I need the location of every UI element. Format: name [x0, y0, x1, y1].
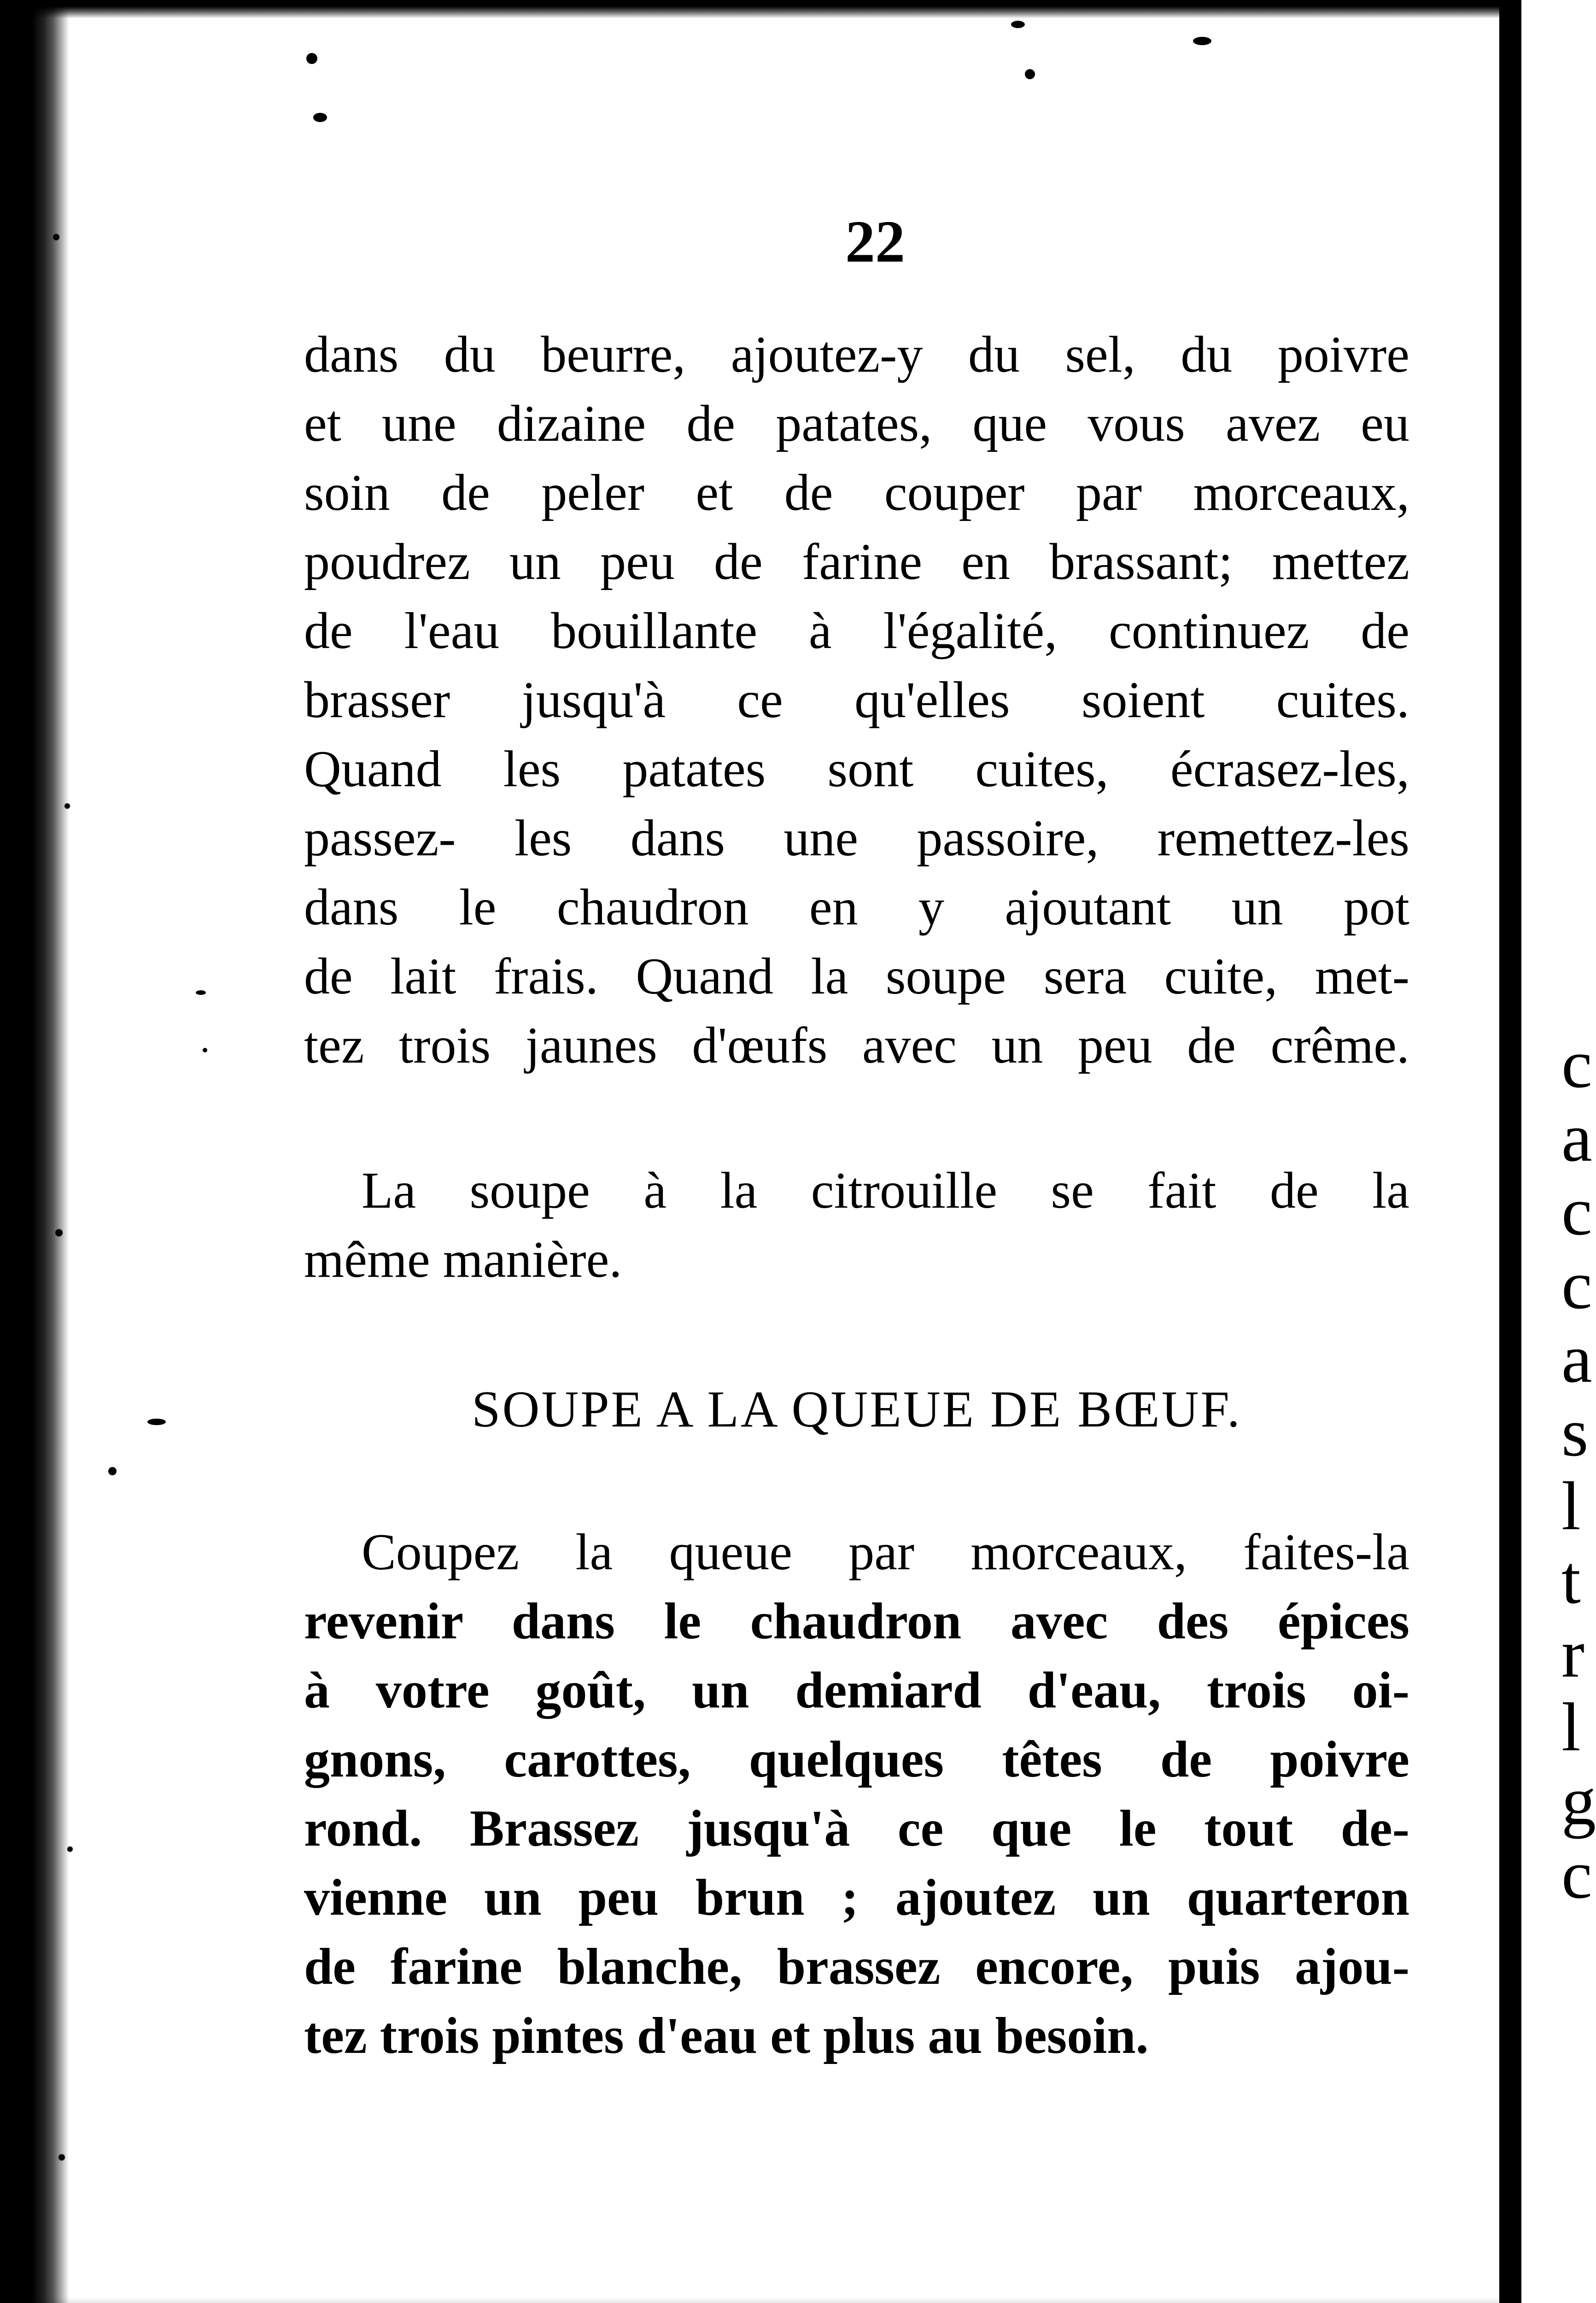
- text-line: La soupe à la citrouille se fait de la: [362, 1162, 1409, 1219]
- text-line: tez trois jaunes d'œufs avec un peu de crême.: [304, 1017, 1409, 1074]
- scan-speck: [306, 53, 317, 64]
- text-line: dans le chaudron en y ajoutant un pot: [304, 879, 1409, 936]
- scan-left-specks: [51, 0, 78, 2303]
- text-line: vienne un peu brun ; ajoutez un quarteron: [304, 1869, 1409, 1926]
- text-line: passez- les dans une passoire, remettez-les: [304, 810, 1409, 867]
- scan-speck: [108, 1467, 117, 1475]
- text-line: à votre goût, un demiard d'eau, trois oi-: [304, 1662, 1409, 1719]
- scan-speck: [196, 990, 206, 995]
- scan-right-edge: [1499, 0, 1521, 2303]
- text-line: et une dizaine de patates, que vous avez eu: [304, 395, 1409, 452]
- text-line: même manière.: [304, 1231, 622, 1288]
- scan-speck: [1193, 37, 1211, 45]
- text-line: dans du beurre, ajoutez-y du sel, du poivre: [304, 326, 1409, 383]
- scan-top-edge: [0, 0, 1573, 18]
- text-line: revenir dans le chaudron avec des épices: [304, 1593, 1409, 1650]
- text-line: tez trois pintes d'eau et plus au besoin.: [304, 2007, 1149, 2064]
- scan-speck: [147, 1419, 166, 1425]
- section-heading: SOUPE A LA QUEUE DE BŒUF.: [472, 1381, 1242, 1438]
- scan-bottom-edge: [0, 2297, 1573, 2303]
- scan-speck: [203, 1048, 207, 1052]
- page-number: 22: [845, 209, 905, 275]
- text-line: rond. Brassez jusqu'à ce que le tout de-: [304, 1800, 1409, 1857]
- next-page-letters: c a c c a s l t r l g c: [1561, 1026, 1596, 1913]
- scan-speck: [1011, 21, 1025, 28]
- text-line: Quand les patates sont cuites, écrasez-les,: [304, 741, 1409, 798]
- text-line: Coupez la queue par morceaux, faites-la: [362, 1524, 1409, 1581]
- text-line: de farine blanche, brassez encore, puis ajou-: [304, 1938, 1409, 1995]
- scan-speck: [1025, 69, 1035, 79]
- text-line: soin de peler et de couper par morceaux,: [304, 464, 1409, 521]
- text-line: de lait frais. Quand la soupe sera cuite, met-: [304, 948, 1409, 1005]
- text-line: poudrez un peu de farine en brassant; mettez: [304, 533, 1409, 590]
- text-line: de l'eau bouillante à l'égalité, continuez de: [304, 602, 1409, 660]
- text-line: gnons, carottes, quelques têtes de poivre: [304, 1731, 1409, 1788]
- scan-speck: [313, 113, 327, 122]
- text-line: brasser jusqu'à ce qu'elles soient cuites.: [304, 672, 1409, 729]
